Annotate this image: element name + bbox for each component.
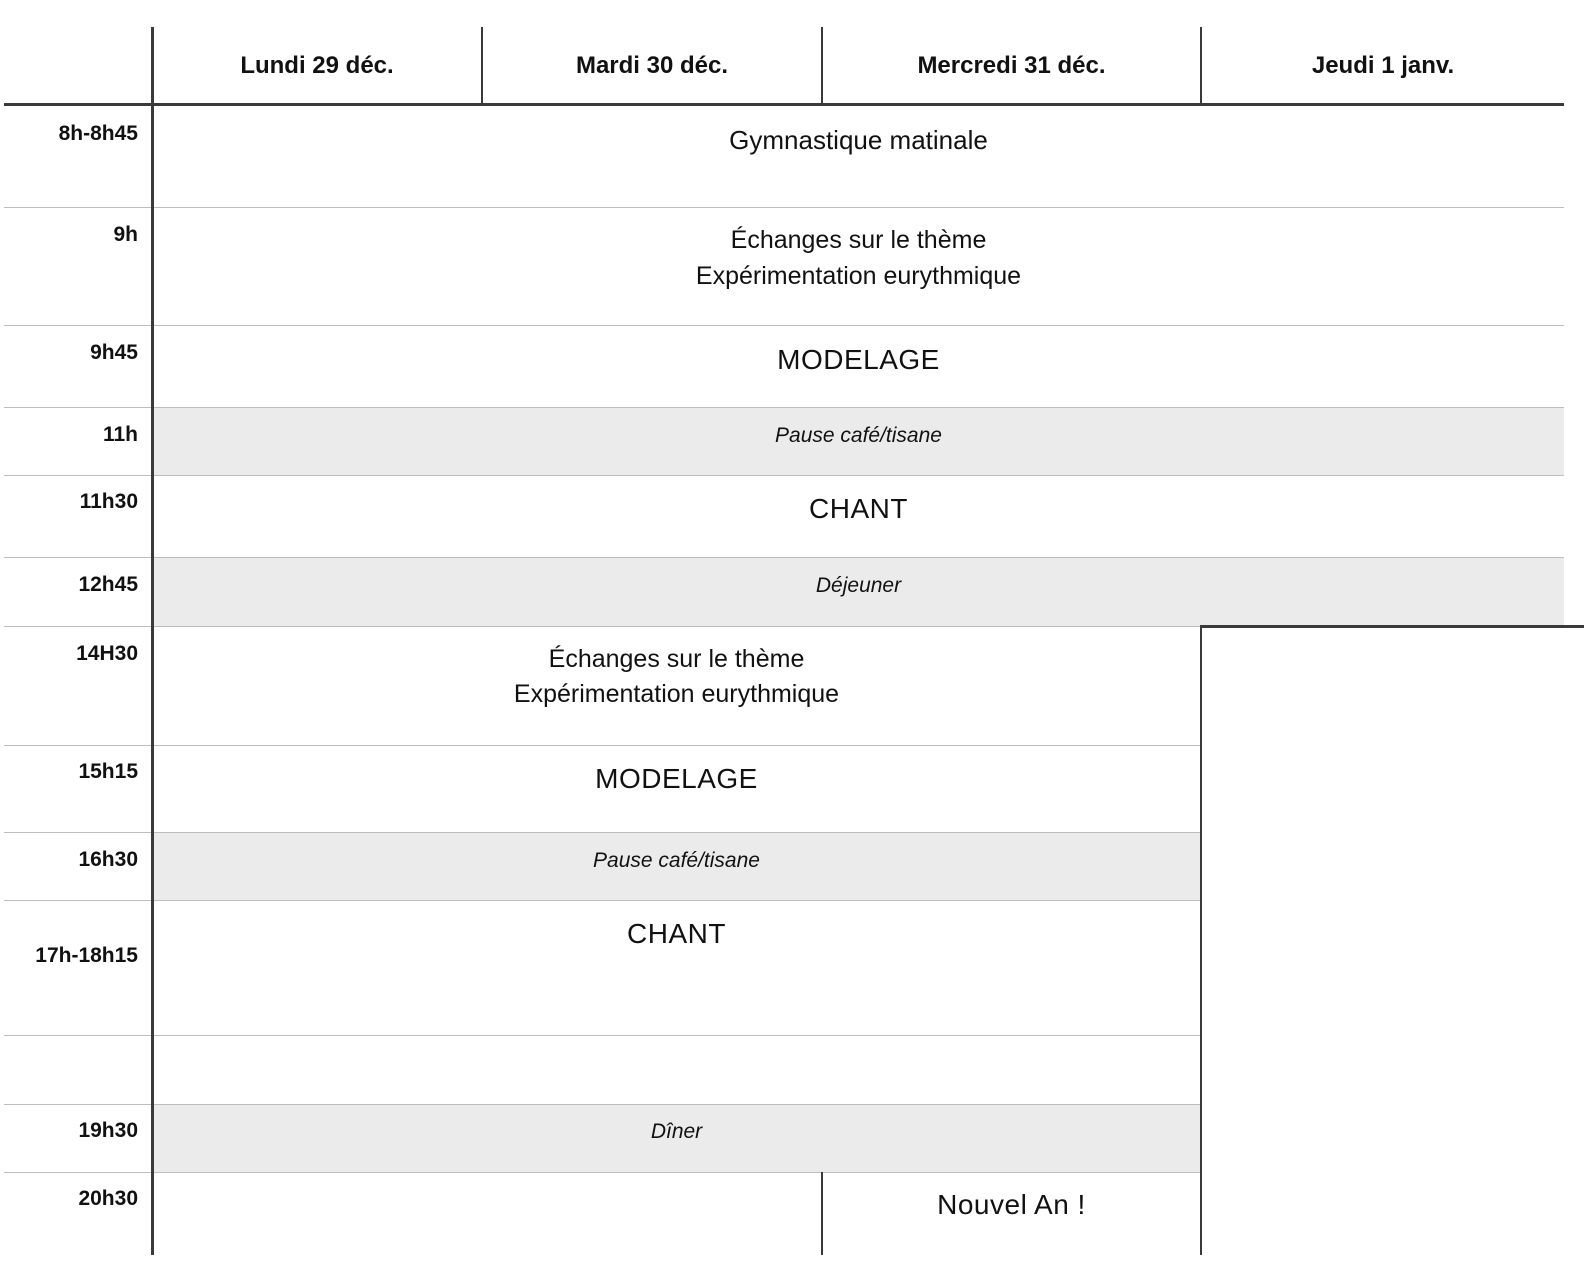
row-divider	[4, 626, 1202, 627]
activity-echanges-line2: Expérimentation eurythmique	[695, 262, 1022, 290]
time-label: 15h15	[78, 760, 138, 783]
activity-dejeuner: Déjeuner	[815, 574, 902, 597]
day-header-mardi: Mardi 30 déc.	[575, 52, 729, 79]
row-divider	[4, 325, 1564, 326]
activity-chant: CHANT	[809, 493, 908, 524]
row-divider	[4, 557, 1564, 558]
row-divider	[4, 207, 1564, 208]
row-divider	[4, 1172, 1202, 1173]
row-divider	[4, 407, 1564, 408]
activity-gymnastique: Gymnastique matinale	[729, 125, 988, 155]
activity-pause-pm: Pause café/tisane	[593, 849, 760, 872]
row-divider	[4, 1104, 1202, 1105]
row-divider	[4, 832, 1202, 833]
afternoon-right-border	[1200, 626, 1202, 1255]
activity-echanges-pm-line1: Échanges sur le thème	[548, 645, 805, 673]
activity-nouvel-an: Nouvel An !	[937, 1189, 1086, 1220]
day-header-jeudi: Jeudi 1 janv.	[1311, 52, 1455, 79]
time-label: 11h30	[79, 490, 138, 513]
activity-diner: Dîner	[650, 1120, 703, 1143]
time-label: 12h45	[78, 573, 138, 596]
day-header-mercredi: Mercredi 31 déc.	[917, 52, 1106, 79]
activity-modelage-pm: MODELAGE	[595, 763, 758, 794]
day-header-lundi: Lundi 29 déc.	[240, 52, 394, 79]
row-divider	[4, 745, 1202, 746]
time-label: 17h-18h15	[35, 944, 138, 967]
time-label: 16h30	[78, 848, 138, 871]
time-label: 9h45	[90, 341, 138, 364]
activity-echanges-line1: Échanges sur le thème	[730, 226, 987, 254]
time-label: 20h30	[78, 1187, 138, 1210]
row-divider	[4, 475, 1564, 476]
time-label: 14H30	[76, 642, 138, 665]
time-label: 11h	[102, 423, 138, 446]
time-label: 19h30	[78, 1119, 138, 1142]
jeudi-end-line	[1200, 625, 1584, 628]
activity-chant-pm: CHANT	[627, 918, 726, 949]
time-label: 9h	[113, 223, 138, 246]
row-divider	[4, 1035, 1202, 1036]
time-label: 8h-8h45	[58, 122, 138, 145]
row-divider	[4, 900, 1202, 901]
activity-echanges-pm-line2: Expérimentation eurythmique	[513, 680, 840, 708]
activity-modelage: MODELAGE	[777, 344, 940, 375]
activity-pause: Pause café/tisane	[775, 424, 942, 447]
